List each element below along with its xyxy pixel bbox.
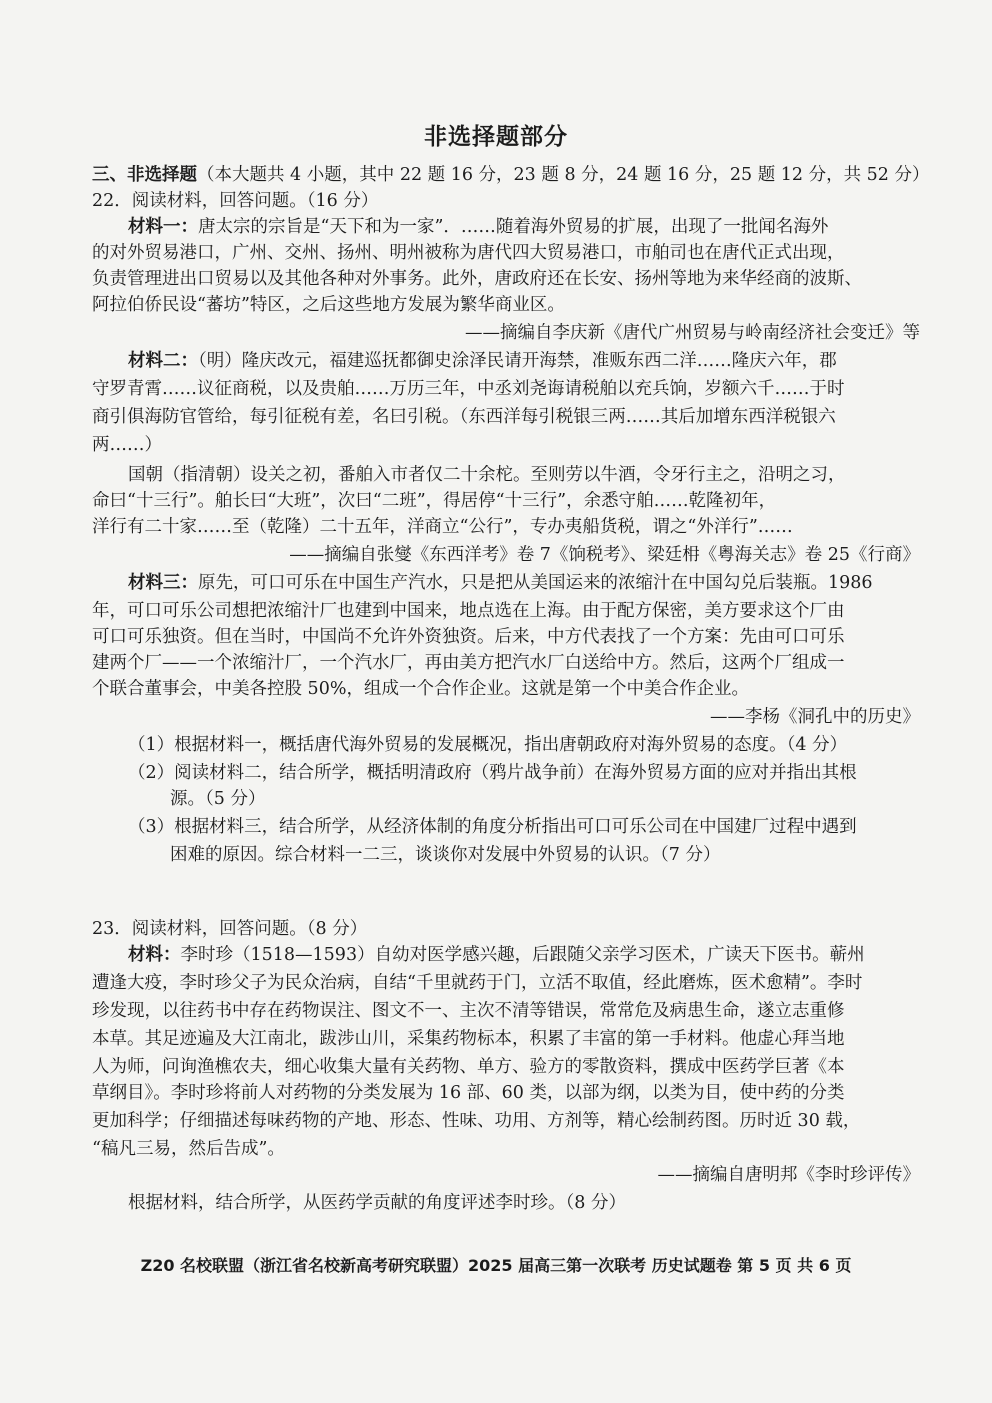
page-footer: Z20 名校联盟（浙江省名校新高考研究联盟）2025 届高三第一次联考 历史试题卷 第 5 页 共 6 页 [140, 1256, 852, 1275]
q22-material2-line [128, 348, 837, 374]
q22-subquestion: （2）阅读材料二，结合所学，概括明清政府（鸦片战争前）在海外贸易方面的应对并指出其根 [128, 763, 857, 783]
q22-material3-line: 可口可乐独资。但在当时，中国尚不允许外资独资。后来，中方代表找了一个方案：先由可口可乐 [92, 627, 845, 647]
q23-material-line: 人为师，问询渔樵农夫，细心收集大量有关药物、单方、验方的零散资料，撰成中医药学巨著《本 [92, 1057, 845, 1077]
q23-material-line [128, 942, 865, 968]
q22-material1-line: 的对外贸易港口，广州、交州、扬州、明州被称为唐代四大贸易港口，市舶司也在唐代正式出现， [92, 243, 845, 263]
q22-material1-line: 阿拉伯侨民设“蕃坊”特区，之后这些地方发展为繁华商业区。 [92, 295, 565, 315]
section-heading [92, 162, 929, 188]
q22-material3-line: 个联合董事会，中美各控股 50%，组成一个合作企业。这就是第一个中美合作企业。 [92, 679, 749, 699]
page-title: 非选择题部分 [424, 124, 568, 150]
q22-material3-line [128, 570, 873, 596]
q23-material-line: 本草。其足迹遍及大江南北，跋涉山川，采集药物标本，积累了丰富的第一手材料。他虚心拜当地 [92, 1029, 845, 1049]
q23-question: 根据材料，结合所学，从医药学贡献的角度评述李时珍。（8 分） [128, 1193, 626, 1213]
q22-material2-line: 两……） [92, 435, 162, 455]
q22-material3-line: 年，可口可乐公司想把浓缩汁厂也建到中国来，地点选在上海。由于配方保密，美方要求这个厂由 [92, 601, 845, 621]
q23-stem: 23．阅读材料，回答问题。（8 分） [92, 919, 368, 939]
section-heading-label: 三、非选择题 [92, 165, 197, 185]
q23-material-line: 草纲目》。李时珍将前人对药物的分类发展为 16 部、60 类，以部为纲，以类为目，使中药的分类 [92, 1083, 845, 1103]
q22-stem: 22．阅读材料，回答问题。（16 分） [92, 191, 379, 211]
q22-material2-text: （明）隆庆改元，福建巡抚都御史涂泽民请开海禁，准贩东西二洋……隆庆六年，郡 [198, 351, 837, 371]
q22-material3-source: ——李杨《洞孔中的历史》 [710, 707, 920, 727]
q22-material2-label: 材料二： [128, 351, 198, 371]
q23-material-line: 珍发现，以往药书中存在药物误注、图文不一、主次不清等错误，常常危及病患生命，遂立志重修 [92, 1001, 845, 1021]
q22-material1-line: 负责管理进出口贸易以及其他各种对外事务。此外，唐政府还在长安、扬州等地为来华经商的波斯、 [92, 269, 862, 289]
q23-material-label: 材料： [128, 945, 181, 965]
q22-subquestion: 源。（5 分） [170, 789, 266, 809]
q23-material-line: 遭逢大疫，李时珍父子为民众治病，自结“千里就药于门，立活不取值，经此磨炼，医术愈精”。李时 [92, 973, 863, 993]
q23-material-source: ——摘编自唐明邦《李时珍评传》 [657, 1165, 920, 1185]
q22-material2-line: 商引俱海防官管给，每引征税有差，名曰引税。（东西洋每引税银三两……其后加增东西洋税银六 [92, 407, 836, 427]
q22-material3-label: 材料三： [128, 573, 198, 593]
q22-material2-line: 命曰“十三行”。舶长曰“大班”，次曰“二班”，得居停“十三行”，余悉守舶……乾隆初年， [92, 491, 777, 511]
q22-material1-text: 唐太宗的宗旨是“天下和为一家”．……随着海外贸易的扩展，出现了一批闻名海外 [198, 217, 829, 237]
q23-material-text: 李时珍（1518—1593）自幼对医学感兴趣，后跟随父亲学习医术，广读天下医书。蕲州 [180, 945, 865, 965]
q22-subquestion: 困难的原因。综合材料一二三，谈谈你对发展中外贸易的认识。（7 分） [170, 845, 721, 865]
q22-material3-line: 建两个厂——一个浓缩汁厂，一个汽水厂，再由美方把汽水厂白送给中方。然后，这两个厂组成一 [92, 653, 845, 673]
q22-subquestion: （1）根据材料一，概括唐代海外贸易的发展概况，指出唐朝政府对海外贸易的态度。（4 分） [128, 735, 848, 755]
section-heading-note: （本大题共 4 小题，其中 22 题 16 分，23 题 8 分，24 题 16 分，25 题 12 分，共 52 分） [197, 165, 930, 185]
q22-material1-source: ——摘编自李庆新《唐代广州贸易与岭南经济社会变迁》等 [465, 323, 920, 343]
q23-material-line: 更加科学；仔细描述每味药物的产地、形态、性味、功用、方剂等，精心绘制药图。历时近 30 载， [92, 1111, 861, 1131]
q22-material1-label: 材料一： [128, 217, 198, 237]
q22-material2-source: ——摘编自张燮《东西洋考》卷 7《饷税考》、梁廷枏《粤海关志》卷 25《行商》 [289, 545, 920, 565]
q22-material2-line: 洋行有二十家……至（乾隆）二十五年，洋商立“公行”，专办夷船货税，谓之“外洋行”…… [92, 517, 793, 537]
q22-material2-line: 国朝（指清朝）设关之初，番舶入市者仅二十余柁。至则劳以牛酒，令牙行主之，沿明之习， [128, 465, 846, 485]
q22-subquestion: （3）根据材料三，结合所学，从经济体制的角度分析指出可口可乐公司在中国建厂过程中遇到 [128, 817, 857, 837]
q22-material2-line: 守罗青霄……议征商税，以及贵舶……万历三年，中丞刘尧诲请税舶以充兵饷，岁额六千……于时 [92, 379, 845, 399]
q22-material3-text: 原先，可口可乐在中国生产汽水，只是把从美国运来的浓缩汁在中国勾兑后装瓶。1986 [198, 573, 873, 593]
q23-material-line: “稿凡三易，然后告成”。 [92, 1139, 285, 1159]
q22-material1-line [128, 214, 828, 240]
